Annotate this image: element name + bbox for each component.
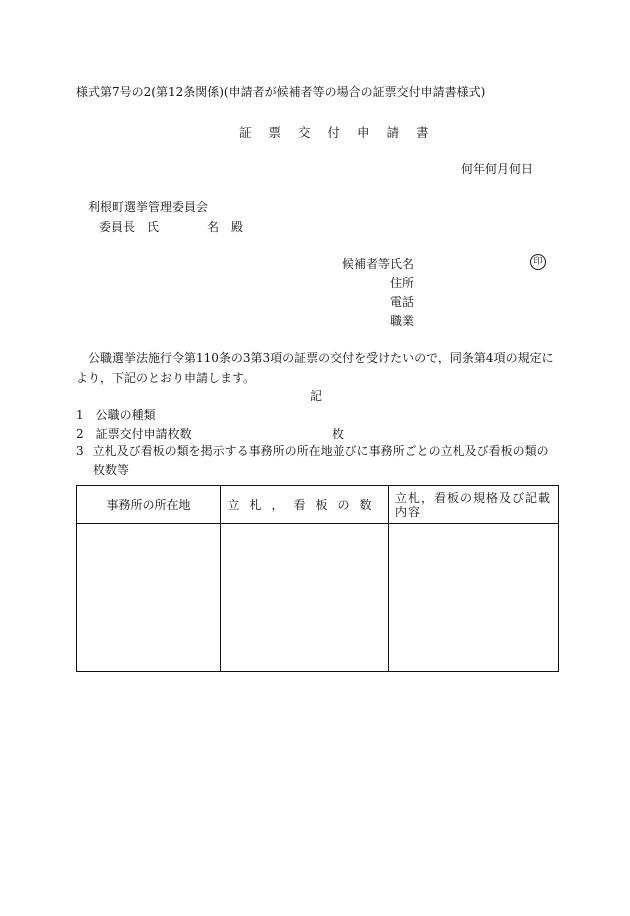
column-header-sign-count: 立札，看板の数 bbox=[221, 486, 389, 524]
item-number: 3 bbox=[76, 444, 84, 458]
sheets-unit: 枚 bbox=[332, 427, 345, 441]
item-text: 公職の種類 bbox=[95, 408, 156, 422]
table-header-row bbox=[77, 486, 559, 524]
item-1 bbox=[76, 406, 156, 423]
addressee-person: 委員長 氏 名 殿 bbox=[99, 220, 244, 234]
item-text: 証票交付申請枚数 bbox=[95, 427, 192, 441]
item-3 bbox=[76, 442, 560, 480]
applicant-address-label: 住所 bbox=[390, 276, 415, 290]
cell-sign-spec[interactable] bbox=[389, 524, 559, 672]
date-line: 何年何月何日 bbox=[461, 162, 534, 176]
item-2 bbox=[76, 425, 192, 442]
document-title: 証票交付申請書 bbox=[239, 125, 446, 140]
cell-sign-count[interactable] bbox=[221, 524, 389, 672]
table-row bbox=[77, 524, 559, 672]
addressee-org: 利根町選挙管理委員会 bbox=[88, 200, 209, 214]
ki-heading: 記 bbox=[310, 389, 323, 403]
office-table bbox=[76, 485, 559, 672]
body-paragraph: 公職選挙法施行令第110条の3第3項の証票の交付を受けたいので，同条第4項の規定により，下記のとおり申請します。 bbox=[76, 351, 554, 385]
seal-mark: 印 bbox=[530, 254, 546, 270]
item-number: 2 bbox=[76, 427, 84, 441]
column-header-sign-spec: 立札，看板の規格及び記載内容 bbox=[389, 486, 559, 524]
applicant-name-label: 候補者等氏名 bbox=[342, 257, 415, 271]
item-number: 1 bbox=[76, 408, 84, 422]
column-header-office-location: 事務所の所在地 bbox=[77, 486, 221, 524]
applicant-occupation-label: 職業 bbox=[390, 314, 415, 328]
cell-office-location[interactable] bbox=[77, 524, 221, 672]
form-header: 様式第7号の2(第12条関係)(申請者が候補者等の場合の証票交付申請書様式) bbox=[76, 85, 486, 99]
applicant-phone-label: 電話 bbox=[390, 295, 415, 309]
item-text: 立札及び看板の類を掲示する事務所の所在地並びに事務所ごとの立札及び看板の類の枚数等 bbox=[92, 444, 549, 477]
